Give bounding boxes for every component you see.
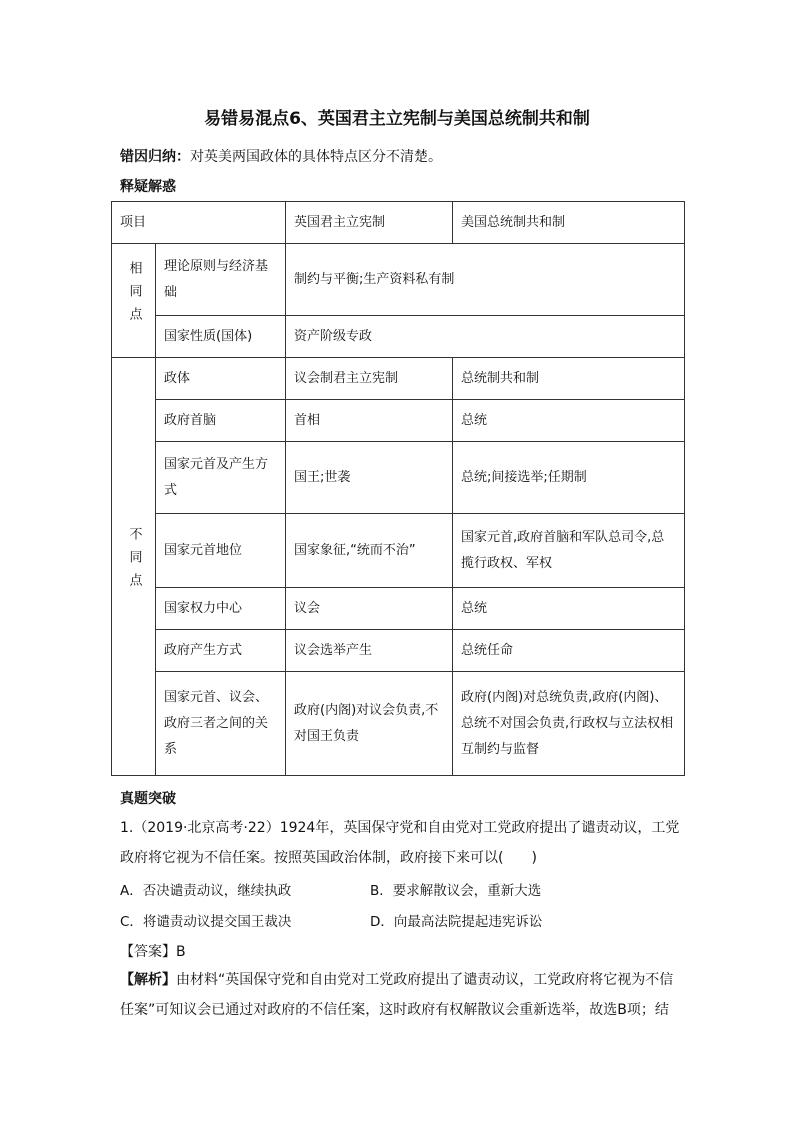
row-item: 国家元首及产生方式 xyxy=(156,442,286,514)
row-us: 总统制共和制 xyxy=(453,358,685,400)
same-group-text: 相同点 xyxy=(126,261,142,330)
error-cause-text: 对英美两国政体的具体特点区分不清楚。 xyxy=(190,149,442,165)
row-item: 国家性质(国体) xyxy=(156,316,286,358)
section-heading-explain: 释疑解惑 xyxy=(120,179,176,195)
row-item: 国家元首、议会、政府三者之间的关系 xyxy=(156,672,286,776)
analysis-text: 由材料“英国保守党和自由党对工党政府提出了谴责动议，工党政府将它视为不信任案”可知议会已通过对政府的不信任案，这时政府有权解散议会重新选举，故选B项；结 xyxy=(120,972,674,1018)
header-item: 项目 xyxy=(112,202,286,244)
table-row xyxy=(112,400,685,442)
table-row xyxy=(112,442,685,514)
error-cause-line xyxy=(120,146,442,166)
table-row xyxy=(112,588,685,630)
row-uk: 议会 xyxy=(286,588,453,630)
answer-line: 【答案】B xyxy=(120,944,186,960)
diff-group-label xyxy=(112,358,156,776)
analysis-paragraph xyxy=(120,965,680,1025)
row-item: 政府产生方式 xyxy=(156,630,286,672)
row-uk: 政府(内阁)对议会负责,不对国王负责 xyxy=(286,672,453,776)
row-us: 总统任命 xyxy=(453,630,685,672)
row-item: 国家权力中心 xyxy=(156,588,286,630)
header-uk: 英国君主立宪制 xyxy=(286,202,453,244)
comparison-table xyxy=(111,201,685,776)
row-item: 国家元首地位 xyxy=(156,514,286,588)
table-row xyxy=(112,244,685,316)
row-us: 政府(内阁)对总统负责,政府(内阁)、总统不对国会负责,行政权与立法权相互制约与监督 xyxy=(453,672,685,776)
row-uk: 首相 xyxy=(286,400,453,442)
row-value: 制约与平衡;生产资料私有制 xyxy=(286,244,685,316)
error-cause-label: 错因归纳： xyxy=(120,149,190,165)
table-row xyxy=(112,672,685,776)
row-us: 总统 xyxy=(453,588,685,630)
row-uk: 国王;世袭 xyxy=(286,442,453,514)
table-row xyxy=(112,316,685,358)
section-heading-exam: 真题突破 xyxy=(120,791,176,807)
page-title: 易错易混点6、英国君主立宪制与美国总统制共和制 xyxy=(204,109,590,129)
row-item: 政体 xyxy=(156,358,286,400)
row-us: 总统 xyxy=(453,400,685,442)
row-us: 国家元首,政府首脑和军队总司令,总揽行政权、军权 xyxy=(453,514,685,588)
row-item: 政府首脑 xyxy=(156,400,286,442)
table-row xyxy=(112,514,685,588)
row-uk: 议会选举产生 xyxy=(286,630,453,672)
row-uk: 议会制君主立宪制 xyxy=(286,358,453,400)
row-value: 资产阶级专政 xyxy=(286,316,685,358)
table-header-row xyxy=(112,202,685,244)
table-row xyxy=(112,630,685,672)
question-stem: 1.（2019·北京高考·22）1924年，英国保守党和自由党对工党政府提出了谴责动议，工党政府将它视为不信任案。按照英国政治体制，政府接下来可以( ) xyxy=(120,820,680,866)
table-row xyxy=(112,358,685,400)
row-item: 理论原则与经济基础 xyxy=(156,244,286,316)
option-a: A．否决谴责动议，继续执政 xyxy=(120,883,292,899)
analysis-label: 【解析】 xyxy=(120,972,176,988)
row-uk: 国家象征,“统而不治” xyxy=(286,514,453,588)
option-b: B．要求解散议会，重新大选 xyxy=(370,883,542,899)
same-group-label xyxy=(112,244,156,358)
option-d: D．向最高法院提起违宪诉讼 xyxy=(370,914,543,930)
header-us: 美国总统制共和制 xyxy=(453,202,685,244)
option-c: C．将谴责动议提交国王裁决 xyxy=(120,914,292,930)
row-us: 总统;间接选举;任期制 xyxy=(453,442,685,514)
diff-group-text: 不同点 xyxy=(126,527,142,596)
